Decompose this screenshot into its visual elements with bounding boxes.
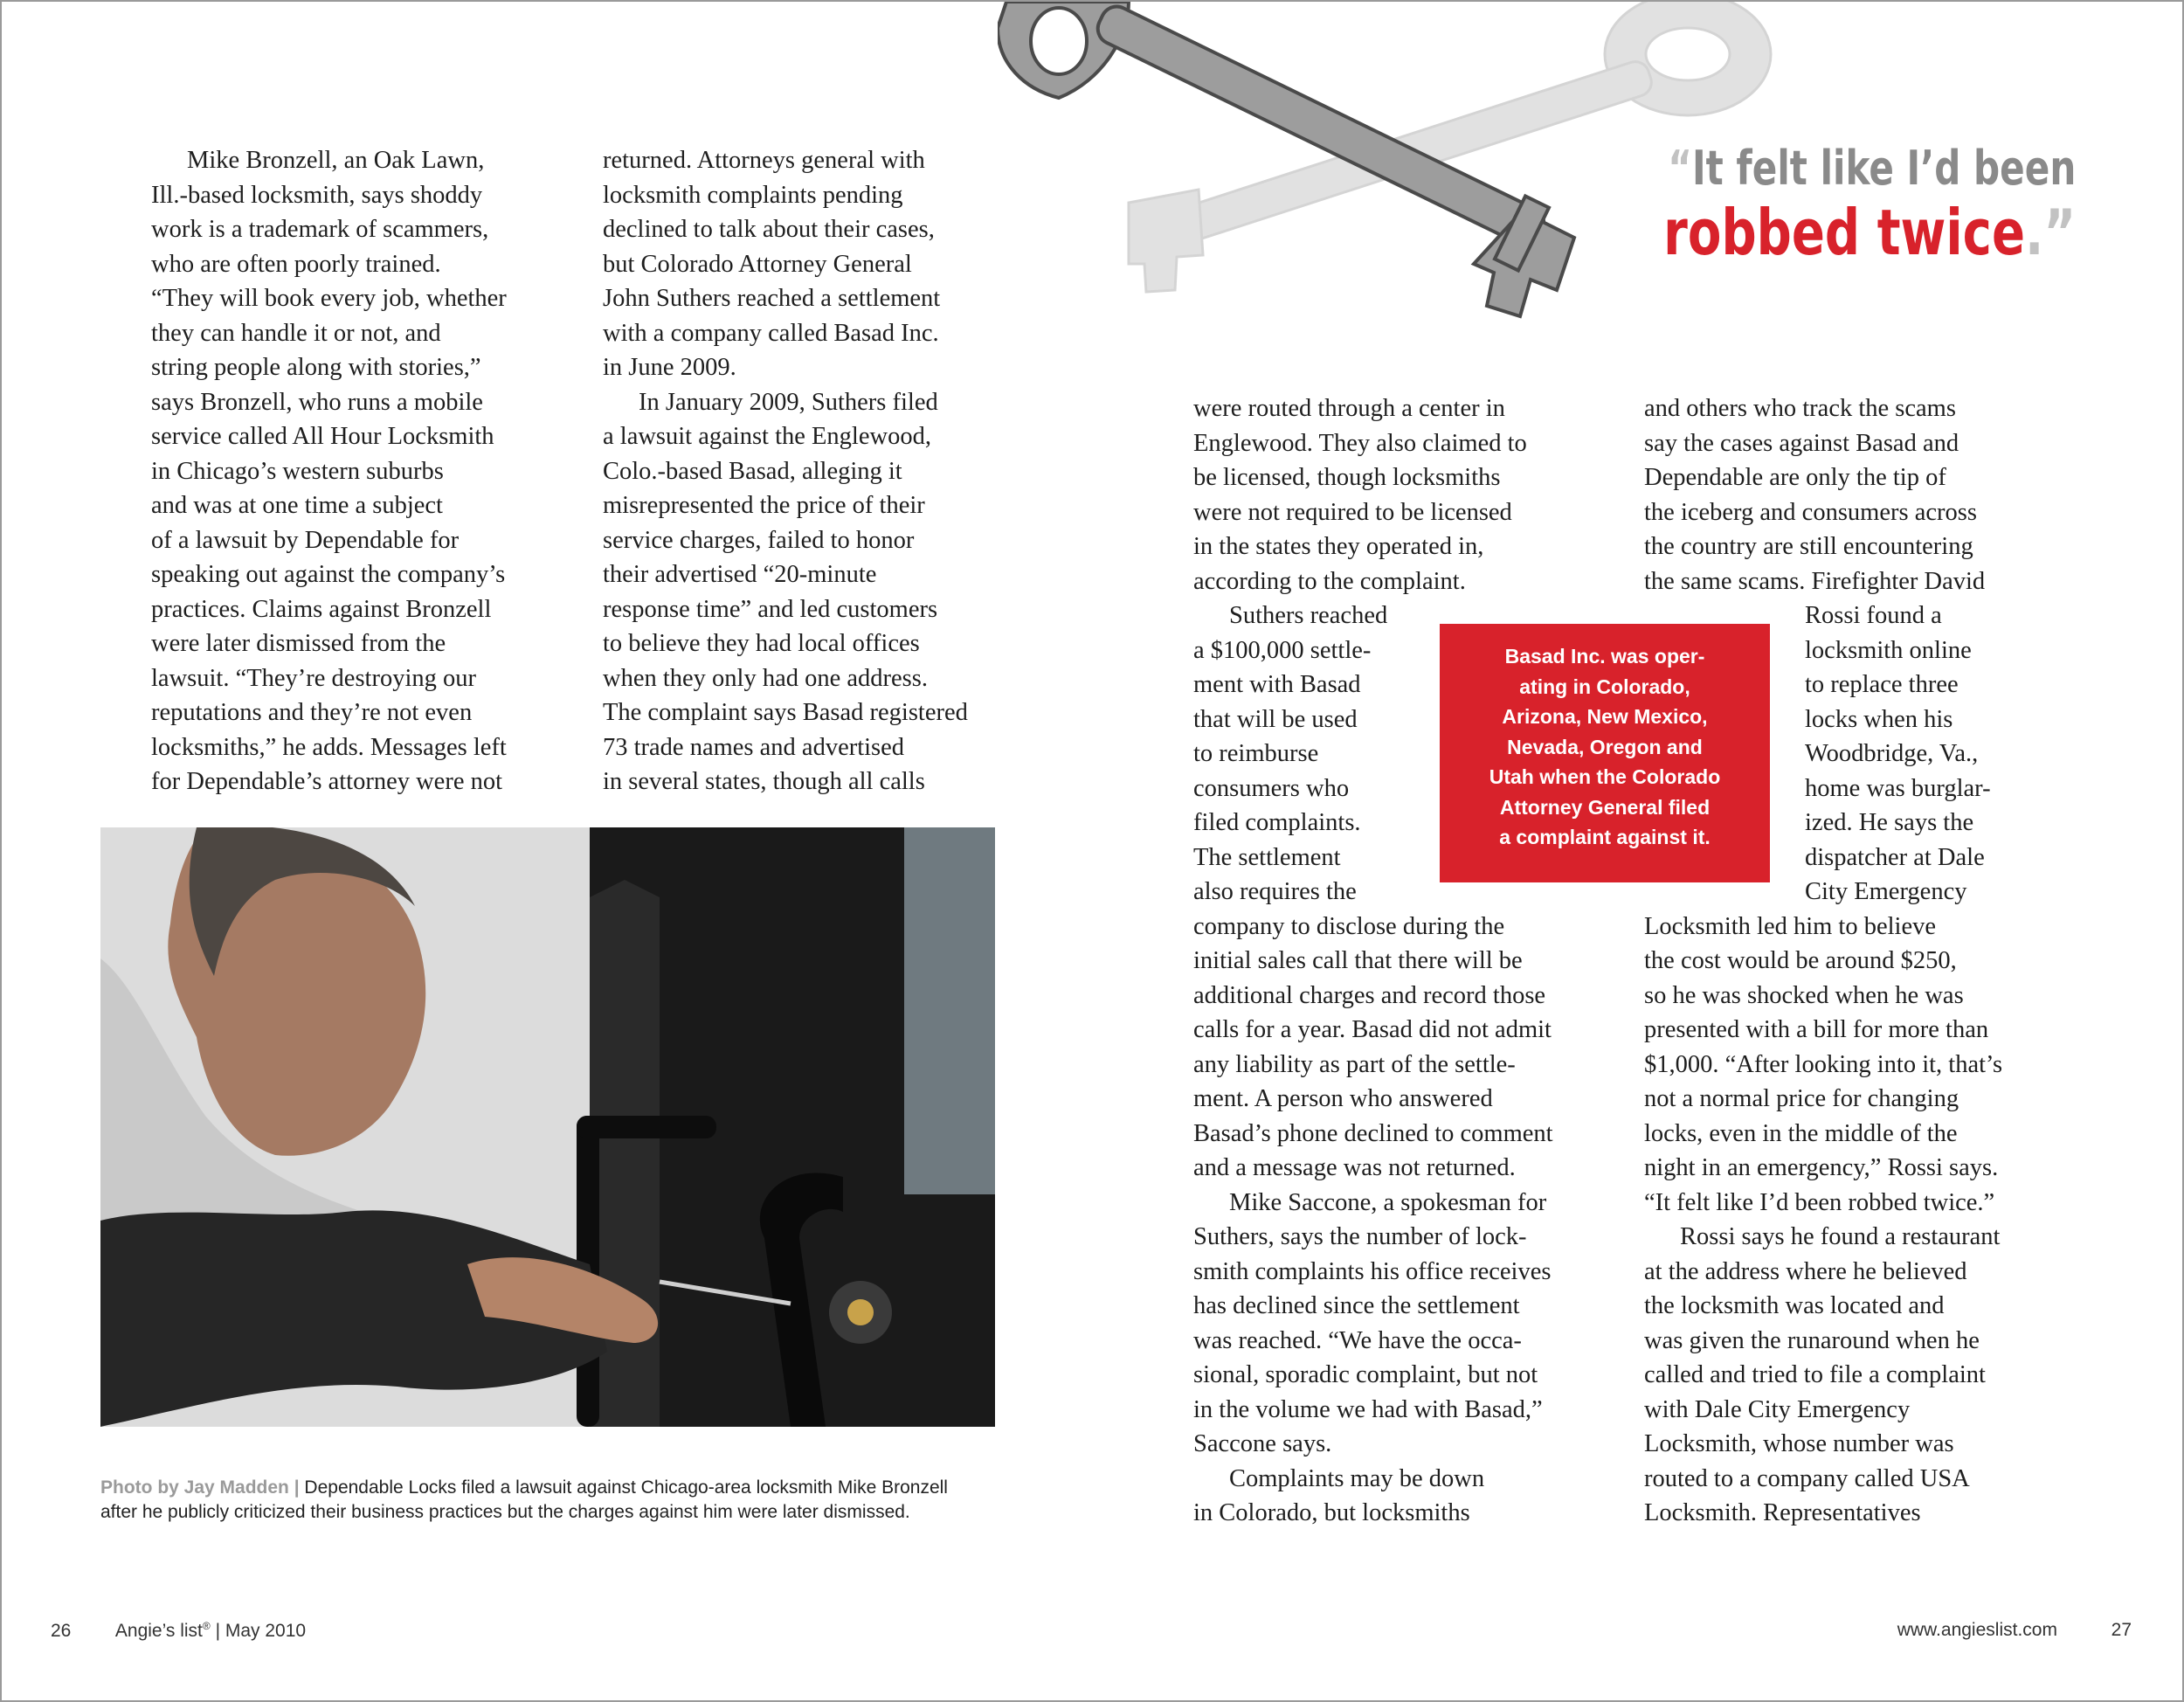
- body-line: Englewood. They also claimed to: [1193, 429, 1527, 457]
- body-line: City Emergency: [1805, 878, 1967, 905]
- body-line: 73 trade names and advertised: [603, 733, 905, 761]
- body-line: Mike Bronzell, an Oak Lawn,: [187, 147, 485, 174]
- callout-line: Attorney General filed: [1499, 795, 1711, 819]
- body-line: Locksmith. Representatives: [1644, 1499, 1921, 1526]
- body-line: of a lawsuit by Dependable for: [151, 526, 460, 554]
- body-line: in June 2009.: [603, 354, 736, 381]
- body-line: John Suthers reached a settlement: [603, 285, 941, 312]
- body-line: speaking out against the company’s: [151, 561, 506, 588]
- pull-quote-period: .: [2024, 196, 2044, 269]
- body-line: at the address where he believed: [1644, 1257, 1967, 1285]
- body-line: Locksmith, whose number was: [1644, 1430, 1954, 1457]
- body-line: say the cases against Basad and: [1644, 429, 1959, 457]
- body-line: ment. A person who answered: [1193, 1085, 1493, 1112]
- body-line: to replace three: [1805, 671, 1959, 698]
- folio-left: [51, 1620, 306, 1642]
- body-line: called and tried to file a complaint: [1644, 1361, 1986, 1388]
- body-line: Suthers, says the number of lock-: [1193, 1223, 1527, 1250]
- article-column-3: [1193, 391, 1553, 1531]
- body-line: and others who track the scams: [1644, 395, 1956, 422]
- locksmith-photo: [100, 827, 995, 1427]
- body-line: ized. He says the: [1805, 809, 1974, 836]
- body-line: a lawsuit against the Englewood,: [603, 423, 931, 450]
- body-line: their advertised “20-minute: [603, 561, 877, 588]
- body-line: says Bronzell, who runs a mobile: [151, 388, 483, 416]
- body-line: presented with a bill for more than: [1644, 1016, 1989, 1043]
- body-line: according to the complaint.: [1193, 567, 1466, 595]
- body-line: they can handle it or not, and: [151, 319, 441, 347]
- page-number-right: 27: [2111, 1620, 2132, 1640]
- article-column-1: [151, 143, 507, 799]
- body-line: were later dismissed from the: [151, 630, 446, 657]
- body-line: service called All Hour Locksmith: [151, 423, 494, 450]
- pull-quote-open-mark: “: [1667, 141, 1692, 196]
- body-line: Woodbridge, Va.,: [1805, 740, 1979, 767]
- body-line: but Colorado Attorney General: [603, 250, 912, 278]
- body-line: in the volume we had with Basad,”: [1193, 1395, 1543, 1423]
- body-line: Dependable are only the tip of: [1644, 464, 1946, 491]
- body-line: “They will book every job, whether: [151, 285, 507, 312]
- body-line: routed to a company called USA: [1644, 1464, 1970, 1492]
- callout-line: Nevada, Oregon and: [1507, 735, 1703, 758]
- caption-line-2: after he publicly criticized their business practices but the charges against him were later dismissed.: [100, 1502, 910, 1522]
- body-line: consumers who: [1193, 774, 1350, 802]
- callout-line: a complaint against it.: [1499, 826, 1711, 848]
- body-line: Suthers reached: [1229, 602, 1388, 629]
- body-line: Ill.-based locksmith, says shoddy: [151, 181, 483, 209]
- pull-quote-close-mark: ”: [2043, 196, 2076, 269]
- body-line: the iceberg and consumers across: [1644, 498, 1977, 526]
- body-line: locks when his: [1805, 705, 1953, 733]
- publication-name: Angie’s list: [114, 1621, 203, 1641]
- body-line: the country are still encountering: [1644, 533, 1973, 560]
- body-line: filed complaints.: [1193, 809, 1361, 836]
- pull-quote: [1663, 142, 2076, 269]
- pull-quote-line-2: robbed twice: [1662, 196, 2025, 269]
- callout-line: Basad Inc. was oper-: [1504, 645, 1705, 668]
- article-column-2: [603, 143, 968, 799]
- body-line: lawsuit. “They’re destroying our: [151, 664, 476, 692]
- body-line: a $100,000 settle-: [1193, 636, 1372, 664]
- body-line: home was burglar-: [1805, 774, 1991, 802]
- callout-box: [1440, 624, 1770, 882]
- body-line: the locksmith was located and: [1644, 1292, 1945, 1319]
- caption-line-1: Dependable Locks filed a lawsuit against Chicago-area locksmith Mike Bronzell: [304, 1477, 948, 1498]
- body-line: declined to talk about their cases,: [603, 216, 935, 243]
- body-line: with a company called Basad Inc.: [603, 319, 939, 347]
- body-line: additional charges and record those: [1193, 981, 1546, 1009]
- body-line: that will be used: [1193, 705, 1358, 733]
- body-line: Colo.-based Basad, alleging it: [603, 457, 902, 485]
- body-line: be licensed, though locksmiths: [1193, 464, 1501, 491]
- body-line: The complaint says Basad registered: [603, 699, 968, 726]
- issue-date: | May 2010: [215, 1621, 307, 1641]
- body-line: Mike Saccone, a spokesman for: [1229, 1188, 1547, 1216]
- body-line: in Chicago’s western suburbs: [151, 457, 444, 485]
- body-line: was reached. “We have the occa-: [1193, 1326, 1522, 1354]
- body-line: who are often poorly trained.: [151, 250, 441, 278]
- body-line: were routed through a center in: [1193, 395, 1505, 422]
- body-line: Saccone says.: [1193, 1430, 1332, 1457]
- body-line: the same scams. Firefighter David: [1644, 567, 1986, 595]
- body-line: response time” and led customers: [603, 595, 938, 623]
- body-line: any liability as part of the settle-: [1193, 1050, 1516, 1078]
- body-line: the cost would be around $250,: [1644, 947, 1957, 974]
- body-line: ment with Basad: [1193, 671, 1361, 698]
- body-line: sional, sporadic complaint, but not: [1193, 1361, 1538, 1388]
- body-line: Complaints may be down: [1229, 1464, 1485, 1492]
- registered-mark: ®: [202, 1620, 211, 1632]
- body-line: and was at one time a subject: [151, 492, 443, 519]
- body-line: Locksmith led him to believe: [1644, 912, 1937, 940]
- body-line: initial sales call that there will be: [1193, 947, 1523, 974]
- body-line: with Dale City Emergency: [1644, 1395, 1911, 1423]
- photo-credit: Photo by Jay Madden |: [100, 1477, 300, 1498]
- body-line: was given the runaround when he: [1644, 1326, 1980, 1354]
- body-line: night in an emergency,” Rossi says.: [1644, 1154, 1999, 1181]
- body-line: Basad’s phone declined to comment: [1193, 1119, 1553, 1147]
- body-line: “It felt like I’d been robbed twice.”: [1644, 1188, 1995, 1216]
- body-line: has declined since the settlement: [1193, 1292, 1520, 1319]
- body-line: string people along with stories,”: [151, 354, 481, 381]
- body-line: Rossi says he found a restaurant: [1680, 1223, 2001, 1250]
- body-line: locksmith complaints pending: [603, 181, 903, 209]
- page-number-left: 26: [51, 1621, 72, 1641]
- body-line: service charges, failed to honor: [603, 526, 915, 554]
- article-column-4: [1644, 391, 2002, 1531]
- body-line: to believe they had local offices: [603, 630, 920, 657]
- body-line: not a normal price for changing: [1644, 1085, 1959, 1112]
- body-line: $1,000. “After looking into it, that’s: [1644, 1050, 2003, 1078]
- body-line: locksmiths,” he adds. Messages left: [151, 733, 507, 761]
- silver-key-icon: [998, 2, 1574, 316]
- body-line: were not required to be licensed: [1193, 498, 1512, 526]
- body-line: to reimburse: [1193, 740, 1319, 767]
- body-line: calls for a year. Basad did not admit: [1193, 1016, 1552, 1043]
- callout-line: ating in Colorado,: [1519, 675, 1690, 698]
- body-line: and a message was not returned.: [1193, 1154, 1516, 1181]
- body-line: locksmith online: [1805, 636, 1972, 664]
- body-line: dispatcher at Dale: [1805, 843, 1985, 871]
- pull-quote-line-1: It felt like I’d been: [1691, 141, 2076, 196]
- body-line: company to disclose during the: [1193, 912, 1505, 940]
- callout-line: Utah when the Colorado: [1489, 765, 1721, 788]
- body-line: also requires the: [1193, 878, 1357, 905]
- body-line: practices. Claims against Bronzell: [151, 595, 492, 623]
- body-line: In January 2009, Suthers filed: [639, 388, 938, 416]
- photo-caption: [100, 1476, 948, 1525]
- body-line: for Dependable’s attorney were not: [151, 768, 503, 795]
- body-line: misrepresented the price of their: [603, 492, 925, 519]
- body-line: in Colorado, but locksmiths: [1193, 1499, 1470, 1526]
- body-line: when they only had one address.: [603, 664, 928, 692]
- body-line: returned. Attorneys general with: [603, 147, 925, 174]
- body-line: The settlement: [1193, 843, 1341, 871]
- body-line: locks, even in the middle of the: [1644, 1119, 1958, 1147]
- locksmith-photo-illustration: [100, 827, 995, 1427]
- body-line: reputations and they’re not even: [151, 699, 473, 726]
- website-url[interactable]: www.angieslist.com: [1897, 1620, 2057, 1640]
- body-line: work is a trademark of scammers,: [151, 216, 489, 243]
- callout-line: Arizona, New Mexico,: [1502, 705, 1708, 728]
- body-line: smith complaints his office receives: [1193, 1257, 1552, 1285]
- body-line: in several states, though all calls: [603, 768, 925, 795]
- body-line: Rossi found a: [1805, 602, 1942, 629]
- folio-right: [1897, 1620, 2132, 1641]
- body-line: in the states they operated in,: [1193, 533, 1484, 560]
- body-line: so he was shocked when he was: [1644, 981, 1964, 1009]
